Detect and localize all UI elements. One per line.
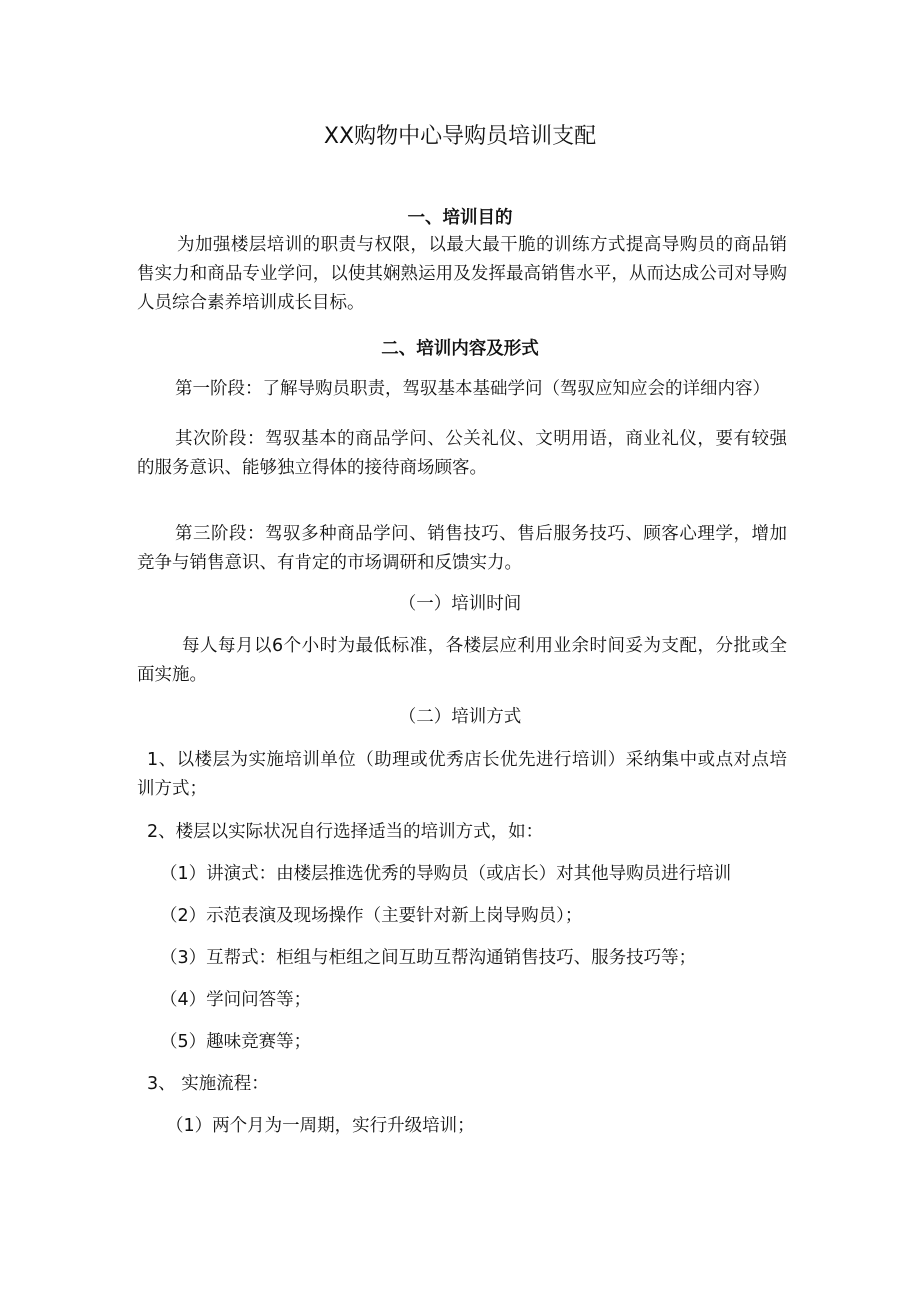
flow-item: （1）两个月为一周期，实行升级培训； xyxy=(166,1116,475,1136)
option-item: （3）互帮式：柜组与柜组之间互助互帮沟通销售技巧、服务技巧等； xyxy=(160,948,697,968)
method-3: 3、 实施流程： xyxy=(147,1074,269,1094)
stage1-text: 第一阶段：了解导购员职责，驾驭基本基础学问（驾驭应知应会的详细内容） xyxy=(175,379,770,399)
option-item: （4）学问问答等； xyxy=(160,990,312,1010)
section2-heading: 二、培训内容及形式 xyxy=(381,339,539,359)
time-heading: （一）培训时间 xyxy=(398,594,522,614)
stage3-text: 第三阶段：驾驭多种商品学问、销售技巧、售后服务技巧、顾客心理学，增加竞争与销售意识、有肯定的市场调研和反馈实力。 xyxy=(137,524,787,573)
document-title: XX购物中心导购员培训支配 xyxy=(323,124,597,149)
time-text: 每人每月以6个小时为最低标准，各楼层应利用业余时间妥为支配，分批或全面实施。 xyxy=(137,636,787,685)
section1-text: 为加强楼层培训的职责与权限，以最大最干脆的训练方式提高导购员的商品销售实力和商品专业学问，以使其娴熟运用及发挥最高销售水平，从而达成公司对导购人员综合素养培训成长目标。 xyxy=(137,235,787,313)
option-item: （5）趣味竞赛等； xyxy=(160,1032,312,1052)
method-heading: （二）培训方式 xyxy=(398,707,522,727)
option-item: （1）讲演式：由楼层推选优秀的导购员（或店长）对其他导购员进行培训 xyxy=(160,864,732,884)
option-item: （2）示范表演及现场操作（主要针对新上岗导购员）； xyxy=(160,906,583,926)
section1-heading: 一、培训目的 xyxy=(407,208,513,228)
stage2-text: 其次阶段：驾驭基本的商品学问、公关礼仪、文明用语，商业礼仪，要有较强的服务意识、能够独立得体的接待商场顾客。 xyxy=(137,429,787,478)
method-1: 1、以楼层为实施培训单位（助理或优秀店长优先进行培训）采纳集中或点对点培训方式； xyxy=(137,750,787,799)
method-2: 2、楼层以实际状况自行选择适当的培训方式，如： xyxy=(147,822,544,842)
